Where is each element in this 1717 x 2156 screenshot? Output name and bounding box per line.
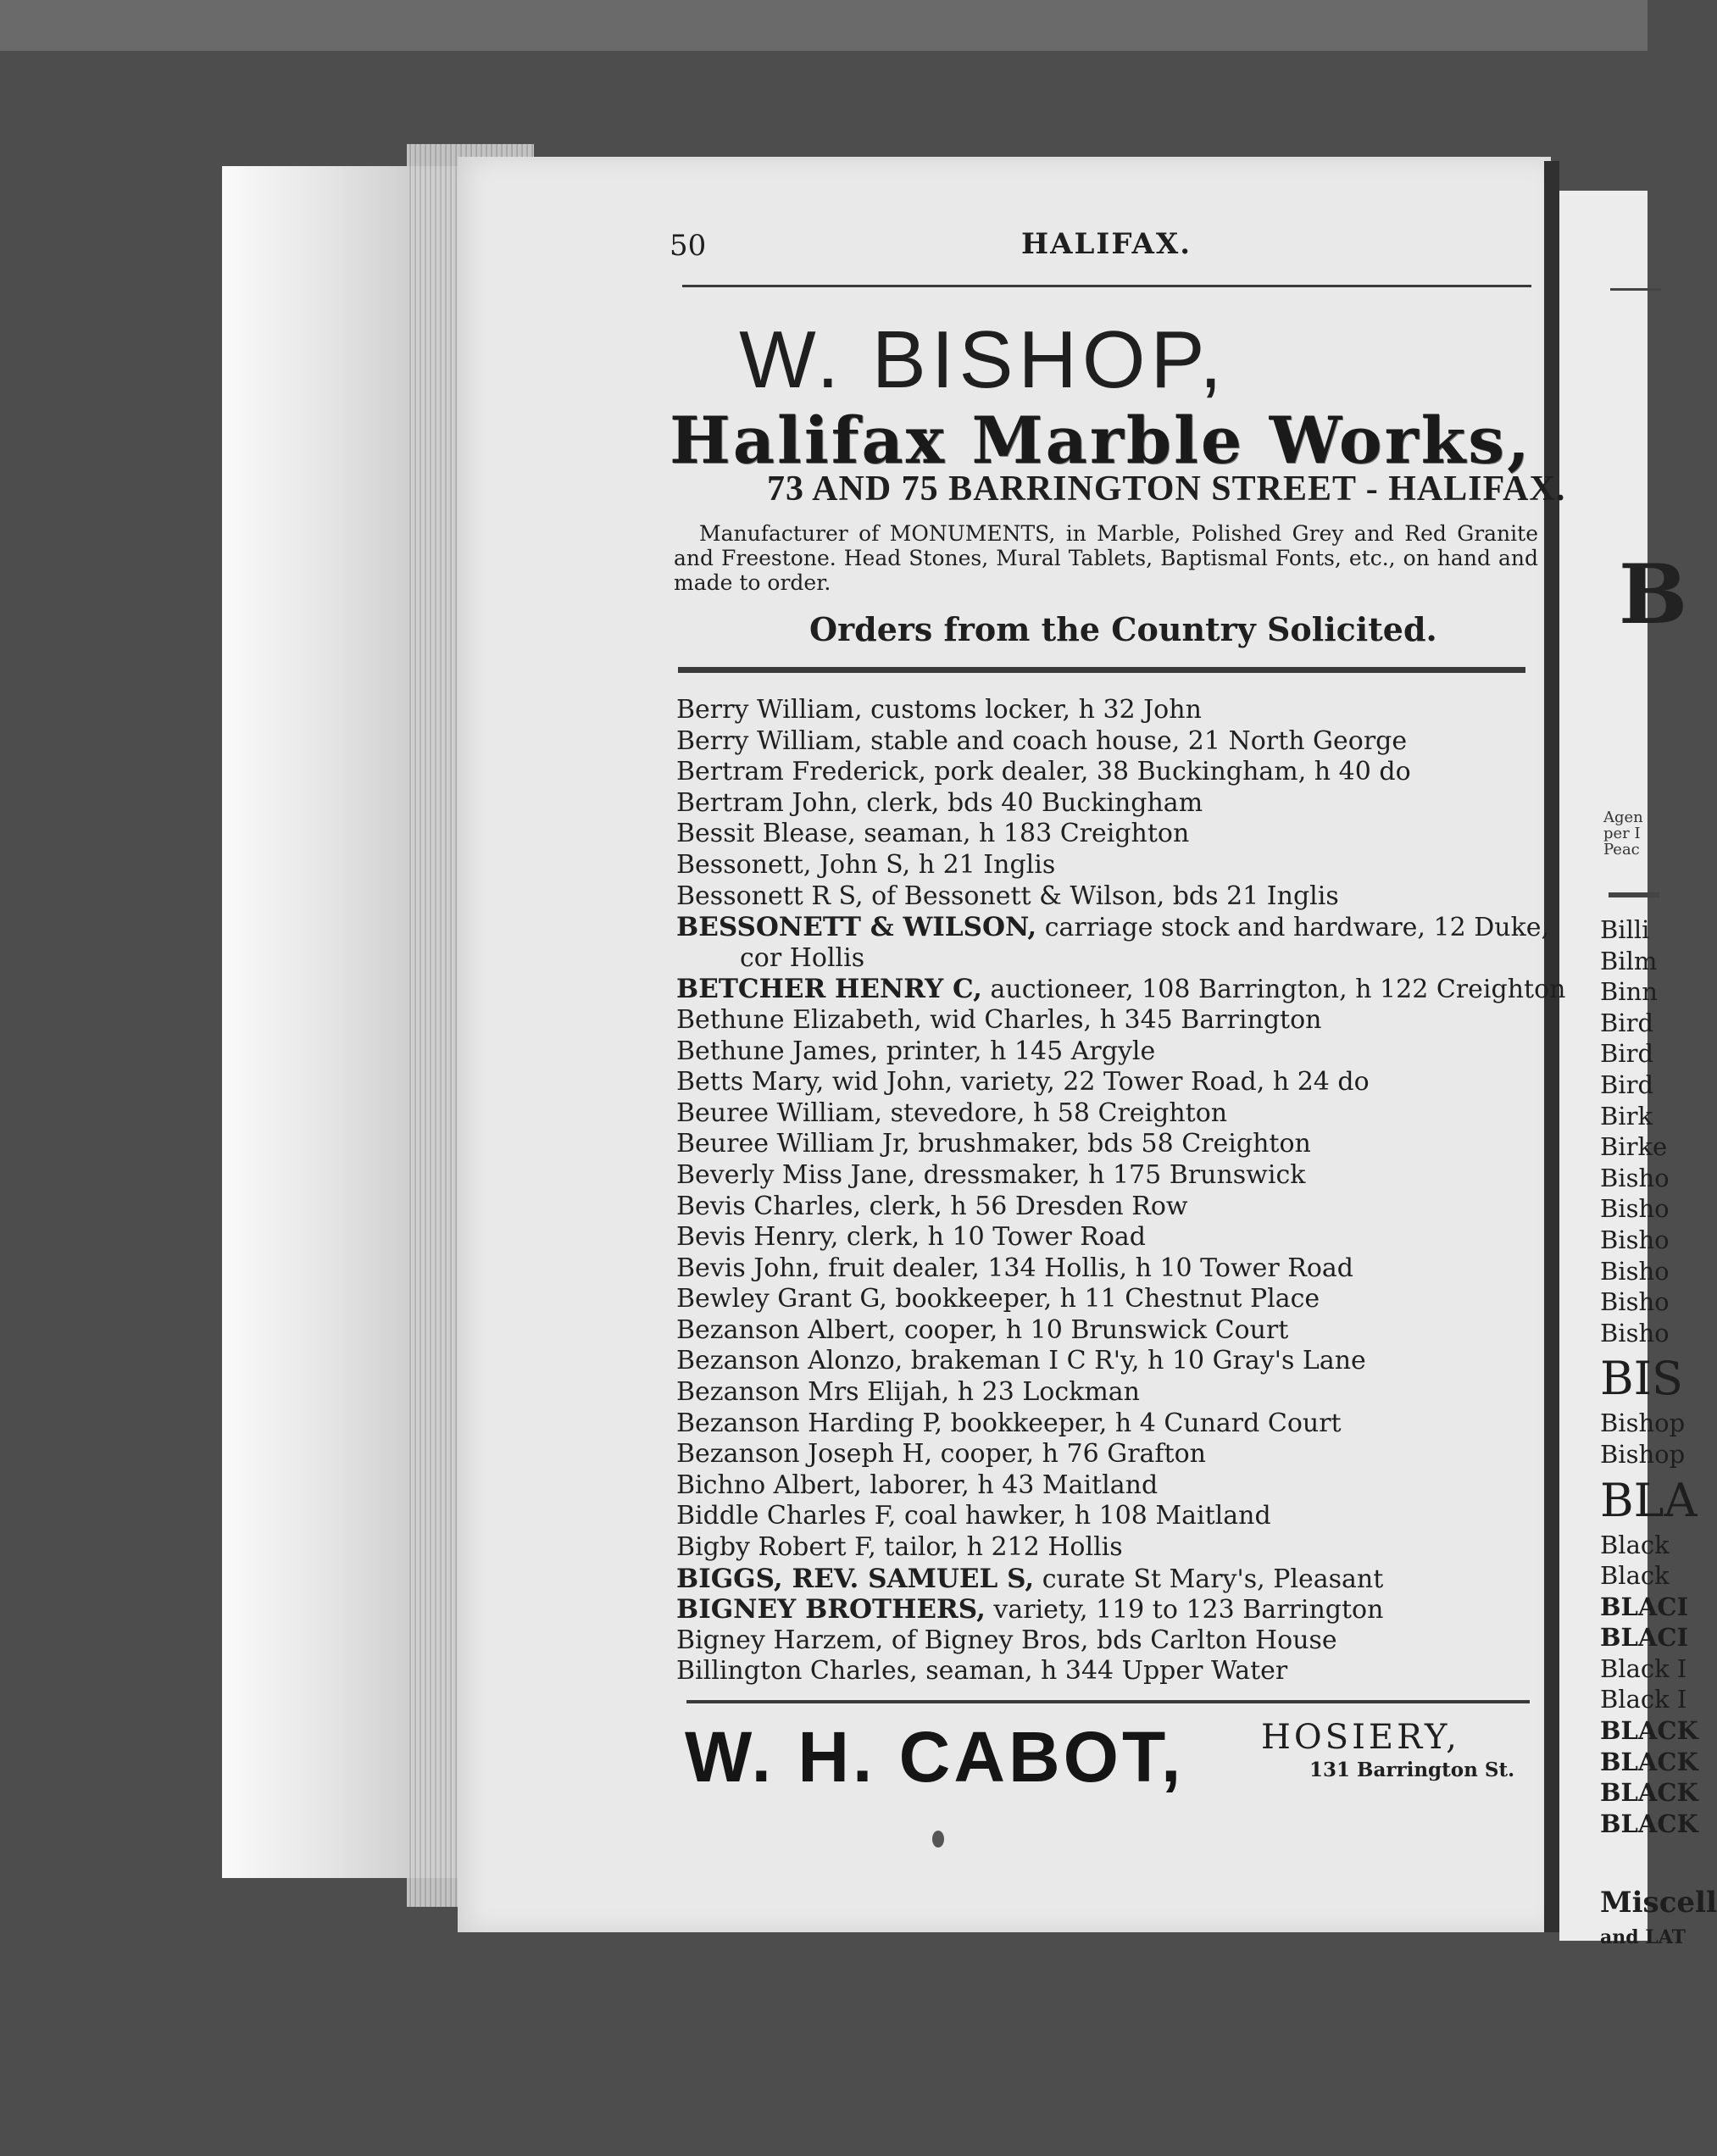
entry-name: Bessonett, John S, [676, 849, 911, 880]
entry-details: customs locker, h 32 John [862, 695, 1202, 725]
facing-page-line: BLACI [1600, 1623, 1689, 1653]
directory-entry [676, 1564, 1549, 1595]
directory-entry [676, 881, 1549, 913]
facing-page-rule-2 [1609, 892, 1659, 897]
entry-details: seaman, h 183 Creighton [855, 819, 1190, 849]
entry-name: Bezanson Joseph H, [676, 1439, 933, 1470]
facing-page-line: Birk [1600, 1101, 1653, 1131]
directory-entry [676, 757, 1549, 788]
entry-details: laborer, h 43 Maitland [861, 1470, 1159, 1500]
entry-name: Bessonett R S, [676, 881, 864, 911]
entry-details: dressmaker, h 175 Brunswick [915, 1159, 1306, 1190]
entry-name: Biddle Charles F, [676, 1501, 897, 1531]
facing-page-line: BLACK [1600, 1716, 1698, 1746]
directory-entry [676, 1067, 1549, 1098]
entry-name: Bezanson Albert, [676, 1314, 897, 1345]
directory-entry [676, 1160, 1549, 1192]
entry-name: Bertram John, [676, 787, 858, 818]
facing-page-line: Bilm [1600, 946, 1658, 975]
directory-entry [676, 974, 1566, 1005]
facing-page-line: BLACK [1600, 1778, 1698, 1808]
running-head: HALIFAX. [1021, 227, 1192, 261]
facing-page-agents: Agen per I Peac [1603, 808, 1643, 859]
advert-cabot-name: W. H. CABOT, [685, 1717, 1185, 1797]
advert-bishop-business: Halifax Marble Works, [670, 403, 1532, 478]
advert-separator-rule [678, 667, 1525, 673]
entry-details: brushmaker, bds 58 Creighton [909, 1129, 1311, 1159]
directory-entry [676, 1409, 1549, 1440]
directory-entry [676, 912, 1549, 943]
advert-bishop-address: 73 AND 75 BARRINGTON STREET - HALIFAX. [767, 470, 1566, 508]
footer-rule [686, 1700, 1530, 1703]
entry-details: pork dealer, 38 Buckingham, h 40 do [925, 757, 1411, 787]
directory-entry [676, 726, 1549, 758]
entry-details: bookkeeper, h 4 Cunard Court [942, 1408, 1342, 1438]
entry-details: printer, h 145 Argyle [878, 1036, 1156, 1066]
directory-entry [676, 1532, 1549, 1564]
facing-page-line: Birke [1600, 1132, 1668, 1162]
ink-spot [932, 1831, 944, 1848]
facing-page-line: BLACK [1600, 1809, 1698, 1838]
entry-name: Bezanson Mrs Elijah, [676, 1377, 950, 1408]
directory-entry [676, 1192, 1549, 1223]
directory-entry [676, 1284, 1549, 1315]
directory-entry [676, 788, 1549, 820]
entry-name: Billington Charles, [676, 1656, 918, 1686]
entry-details: cor Hollis [740, 942, 865, 973]
entry-details: clerk, h 10 Tower Road [838, 1222, 1146, 1253]
entry-details: cooper, h 10 Brunswick Court [896, 1314, 1289, 1345]
advert-bishop-name: W. BISHOP, [739, 314, 1227, 405]
entry-name: BIGGS, REV. SAMUEL S, [676, 1563, 1035, 1594]
entry-name: Berry William, [676, 725, 863, 756]
entry-name: Bevis Henry, [676, 1222, 839, 1253]
directory-entry [676, 695, 1549, 726]
page-number: 50 [670, 229, 707, 263]
facing-page-line: Bisho [1600, 1287, 1670, 1317]
facing-page-big-letter: B [1619, 547, 1688, 642]
entry-name: Bigby Robert F, [676, 1532, 876, 1563]
entry-details: clerk, bds 40 Buckingham [858, 787, 1203, 818]
entry-name: Bertram Frederick, [676, 757, 926, 787]
entry-name: BESSONETT & WILSON, [676, 912, 1037, 943]
facing-page-line: Bisho [1600, 1256, 1670, 1286]
directory-entry [676, 1036, 1549, 1068]
directory-entry [676, 1129, 1549, 1160]
entry-details: tailor, h 212 Hollis [875, 1532, 1123, 1563]
entry-details: h 21 Inglis [910, 849, 1056, 880]
directory-entry [676, 1594, 1549, 1625]
advert-bishop-description: Manufacturer of MONUMENTS, in Marble, Polished Grey and Red Granite and Freestone. Head Stones, Mural Tablets, Baptismal Fonts, etc., on hand and made to order. [674, 521, 1538, 595]
entry-name: Bigney Harzem, [676, 1625, 884, 1655]
entry-details: wid John, variety, 22 Tower Road, h 24 do [824, 1067, 1370, 1097]
entry-name: Bevis John, [676, 1253, 820, 1283]
entry-name: Berry William, [676, 695, 863, 725]
entry-details: seaman, h 344 Upper Water [917, 1656, 1288, 1686]
entry-details: stable and coach house, 21 North George [862, 725, 1408, 756]
advert-bishop-orders: Orders from the Country Solicited. [809, 610, 1437, 648]
entry-name: Bichno Albert, [676, 1470, 862, 1500]
directory-entry [676, 850, 1549, 881]
advert-cabot-trade: HOSIERY, [1261, 1718, 1460, 1757]
facing-page-line: Black [1600, 1561, 1670, 1591]
entry-details: brakeman I C R'y, h 10 Gray's Lane [903, 1346, 1366, 1376]
entry-name: Beverly Miss Jane, [676, 1159, 916, 1190]
directory-entry [676, 943, 1549, 975]
facing-page-line: Bisho [1600, 1225, 1670, 1254]
entry-name: Bethune James, [676, 1036, 879, 1066]
entry-name: Bezanson Alonzo, [676, 1346, 903, 1376]
facing-page-line: Bisho [1600, 1163, 1670, 1192]
directory-entry [676, 1470, 1549, 1502]
facing-page-line: Bisho [1600, 1318, 1670, 1348]
entry-details: auctioneer, 108 Barrington, h 122 Creighton [981, 975, 1566, 1005]
entry-name: BETCHER HENRY C, [676, 974, 982, 1005]
entry-details: h 23 Lockman [949, 1377, 1140, 1408]
entry-details: variety, 119 to 123 Barrington [985, 1595, 1384, 1625]
facing-page-line: BLACK [1600, 1747, 1698, 1776]
directory-entry [676, 1005, 1549, 1036]
directory-entry [676, 1377, 1549, 1409]
entry-name: Bevis Charles, [676, 1191, 862, 1221]
entry-name: Bewley Grant G, [676, 1284, 887, 1314]
advert-cabot-address: 131 Barrington St. [1309, 1759, 1515, 1781]
facing-page-line: Black I [1600, 1685, 1687, 1714]
entry-name: Bessit Blease, [676, 819, 856, 849]
entry-details: of Bessonett & Wilson, bds 21 Inglis [863, 881, 1339, 911]
entry-name: Bethune Elizabeth, [676, 1004, 922, 1035]
directory-entry [676, 1222, 1549, 1253]
facing-page-line: Bisho [1600, 1194, 1670, 1224]
facing-page-foot-2: and LAT [1600, 1926, 1686, 1948]
entry-details: bookkeeper, h 11 Chestnut Place [886, 1284, 1320, 1314]
entry-details: wid Charles, h 345 Barrington [921, 1004, 1322, 1035]
entry-details: stevedore, h 58 Creighton [882, 1097, 1228, 1128]
facing-page-line: Bird [1600, 1008, 1654, 1037]
directory-entry [676, 1253, 1549, 1285]
entry-name: Bezanson Harding P, [676, 1408, 943, 1438]
facing-page-lines [1600, 915, 1698, 1840]
directory-entry [676, 1315, 1549, 1347]
entry-details: curate St Mary's, Pleasant [1034, 1564, 1384, 1594]
facing-page-line: Binn [1600, 977, 1658, 1007]
facing-page-line: BIS [1600, 1352, 1684, 1406]
entry-details: coal hawker, h 108 Maitland [896, 1501, 1271, 1531]
directory-entry [676, 1346, 1549, 1377]
facing-page-foot-1: Miscell [1600, 1886, 1717, 1920]
directory-entry [676, 1098, 1549, 1130]
directory-entries [676, 695, 1566, 1687]
facing-page-line: BLACI [1600, 1592, 1689, 1621]
facing-page-line: Bishop [1600, 1409, 1686, 1438]
entry-name: Beuree William Jr, [676, 1129, 910, 1159]
entry-details: clerk, h 56 Dresden Row [861, 1191, 1188, 1221]
entry-details: carriage stock and hardware, 12 Duke, [1036, 913, 1550, 943]
header-rule [682, 285, 1531, 287]
facing-page-line: Black [1600, 1530, 1670, 1559]
directory-entry [676, 1625, 1549, 1657]
facing-page-line: BLA [1600, 1473, 1698, 1527]
directory-entry [676, 1656, 1549, 1687]
facing-page-rule [1610, 288, 1661, 291]
directory-entry [676, 1439, 1549, 1470]
facing-page-line: Bird [1600, 1039, 1654, 1069]
facing-page-fragment [1559, 191, 1717, 1948]
facing-page-line: Black I [1600, 1653, 1687, 1683]
facing-page-line: Bird [1600, 1070, 1654, 1099]
entry-details: fruit dealer, 134 Hollis, h 10 Tower Road [820, 1253, 1353, 1283]
directory-entry [676, 819, 1549, 850]
facing-page-line: Billi [1600, 915, 1650, 944]
entry-name: BIGNEY BROTHERS, [676, 1594, 986, 1625]
entry-details: cooper, h 76 Grafton [932, 1439, 1206, 1470]
entry-details: of Bigney Bros, bds Carlton House [883, 1625, 1337, 1655]
entry-name: Betts Mary, [676, 1067, 825, 1097]
scan-background-top [0, 0, 1648, 51]
facing-page-line: Bishop [1600, 1439, 1686, 1469]
entry-name: Beuree William, [676, 1097, 883, 1128]
directory-entry [676, 1501, 1549, 1532]
